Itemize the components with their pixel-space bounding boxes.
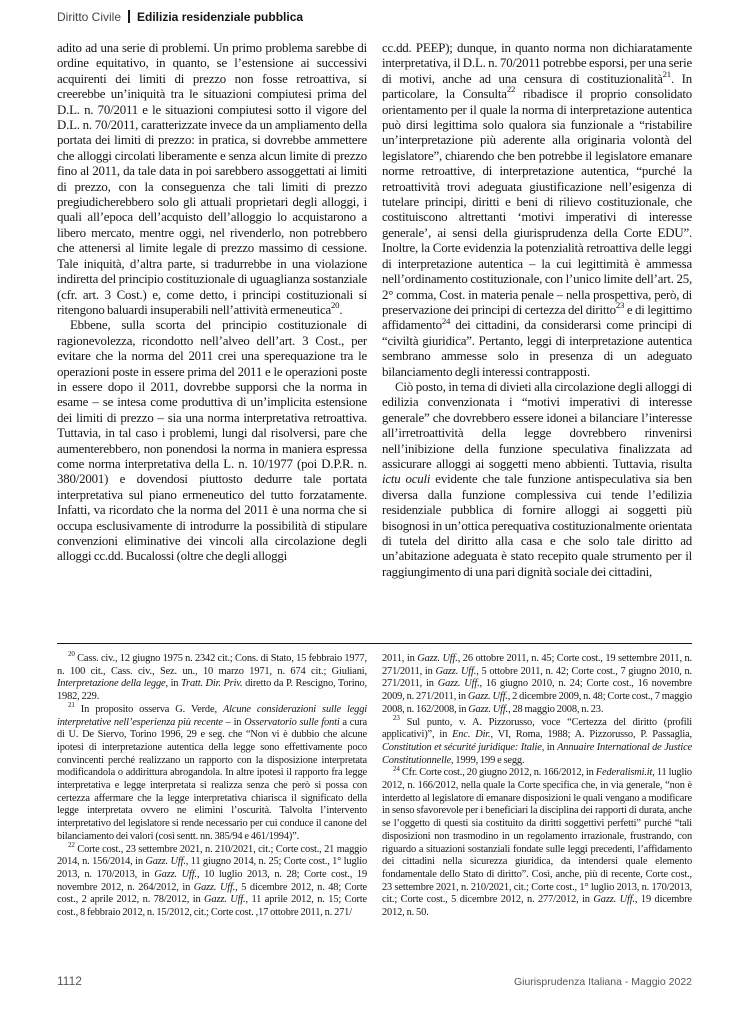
footnotes (57, 650, 692, 920)
header-section-label: Diritto Civile (57, 10, 122, 24)
text-run: Gazz. Uff. (417, 653, 458, 664)
body-paragraph (57, 41, 367, 318)
left-column (57, 41, 367, 640)
text-run: Corte cost., 23 settembre 2021, n. 210/2021, cit.; Corte cost., 21 maggio 2014, n. 156/2014, in (57, 843, 367, 868)
text-run: Gazz. Uff. (468, 703, 509, 715)
text-run: diretto da P. Rescigno, Torino, 1982, 229. (57, 678, 367, 703)
footnote-23 (382, 713, 692, 768)
footnote-reference: 21 (662, 69, 671, 80)
text-run: Sul punto, v. A. Pizzorusso, voce “Certezza del diritto (profili applicativi)”, in (382, 716, 692, 741)
text-run: , 5 dicembre 2012, n. 48; Corte cost., 2 aprile 2012, n. 78/2012, in (57, 881, 368, 906)
right-column (382, 41, 692, 640)
text-run: Gazz. Uff. (467, 691, 508, 703)
text-run: Federalismi.it (595, 767, 653, 779)
text-run: ribadisce il proprio consolidato orientamento per il quale la norma di interpretazione autentica può dirsi legittima solo qualora sia funzionale a “ristabilire un’interpretazione più aderente alla originaria volontà del legislatore”, chiarendo che ben potrebbe il legislatore emanare norme retroattive, di interpretazione autentica, “purché la retroattività trovi adeguata giustificazione nell’esigenza di tutelare principi, diritti e beni di rilievo costituzionale, che costituiscono altrettanti ‘motivi imperativi di interesse generale’, ai sensi della giurisprudenza della Corte EDU”. Inoltre, la Corte evidenzia la potenzialità retroattiva delle leggi di interpretazione autentica – la cui legittimità è ammessa nell’ordinamento costituzionale, con l’unico limite dell’art. 25, 2° comma, Cost. in materia penale – nella prospettiva, però, di preservazione dei principi di certezza del diritto (382, 87, 692, 317)
text-run: , 19 dicembre 2012, n. 50. (382, 894, 692, 919)
footnotes-right-column (382, 653, 692, 920)
page-number: 1112 (57, 974, 82, 988)
text-run: Enc. Dir. (452, 729, 491, 741)
footnote-separator (57, 643, 692, 644)
text-run: Constitution et sécurité juridique: Italie (382, 741, 542, 753)
text-run: , 2 dicembre 2009, n. 48; Corte cost., 7 maggio 2008, n. 162/2008, in (382, 691, 692, 715)
text-run: , 1999, 199 e segg. (451, 754, 525, 766)
footnote-reference: 22 (506, 84, 516, 95)
footnote-24 (382, 764, 692, 919)
text-run: . (339, 302, 343, 317)
text-run: Ciò posto, in tema di divieti alla circolazione degli alloggi di edilizia convenzionata i “motivi imperativi di interesse generale” che dovrebbero essere idonei a bilanciare l’interesse all’irretroattività della legge dovrebbero rinvenirsi nell’inibizione della funzione speculativa finalizzata ad assicurare alloggi ai soggetti meno abbienti. Tuttavia, risulta (382, 379, 692, 471)
header-topic-label: Edilizia residenziale pubblica (137, 10, 304, 24)
text-run: Ebbene, sulla scorta del principio costituzionale di ragionevolezza, ricondotto nell’alveo dell’art. 3 Cost., per evitare che la norma del 2011 crei una sperequazione tra le operazioni poste in essere prima del 2011 e le operazioni poste in essere dopo il 2011, dovrebbe supporsi che la norma in esame – se intesa come produttiva di un’implicita estensione dei limiti di prezzo – sia una norma interpretativa retroattiva. Tuttavia, in tal caso i problemi, lungi dal risolversi, pare che aumenterebbero, non ponendosi la norma in maniera espressa come norma interpretativa della L. n. 10/1977 (poi D.P.R. n. 380/2001) e dovendosi piuttosto dedurre tale portata interpretativa sul piano ermeneutico del tutto forzatamente. Infatti, va ricordato che la norma del 2011 è una norma che si occupa esclusivamente di introdurre la possibilità di stipulare convenzioni eliminative dei vincoli alla circolazione degli alloggi cc.dd. Bucalossi (oltre che degli alloggi (57, 318, 367, 564)
text-run: . In particolare, la Consulta (382, 71, 692, 102)
body-paragraph (382, 380, 692, 580)
text-run: Tratt. Dir. Priv. (181, 678, 243, 690)
text-run: Cfr. Corte cost., 20 giugno 2012, n. 166/2012, in (399, 767, 596, 779)
footnote-21 (57, 701, 368, 844)
text-run: , 28 maggio 2008, n. 23. (508, 703, 604, 715)
text-run: Cass. civ., 12 giugno 1975 n. 2342 cit.; Cons. di Stato, 15 febbraio 1977, n. 100 cit., Cass. civ., Sez. un., 10 marzo 1971, n. 674 cit.; Giuliani, (57, 653, 367, 677)
text-run: e di legittimo affidamento (382, 302, 693, 333)
text-run: Annuaire International de Justice Constitutionnelle (382, 741, 692, 766)
text-run: a cura di U. De Siervo, Torino 1996, 29 e seg. che “Non vi è dubbio che alcune ipotesi di interpretazione autentica della legge sono effettivamente poco convincenti perché realizzano un rapporto con la disposizione interpretata modificandola o addirittura abrogandola. In altre ipotesi il rapporto fra legge interpretativa e legge interpretata si realizza senza che però si possa con certezza affermare che la legge interpretativa chiarisca il significato della legge interpretata ovvero ne elimini l’oscurità. Talvolta l’intervento interpretativo del legislatore si rende necessario per cui conduce il canone del bilanciamento dei valori (così sentt. nn. 385/94 e 461/1994)”. (57, 716, 368, 842)
text-run: Osservatorio sulle fonti (244, 716, 340, 728)
footnote-reference: 24 (441, 315, 451, 326)
body-paragraph (57, 318, 367, 565)
text-run: , 11 giugno 2014, n. 25; Corte cost., 1° luglio 2013, n. 170/2013, in (57, 856, 368, 880)
footnote-reference: 24 (393, 764, 400, 773)
text-run: Gazz. Uff. (435, 665, 477, 677)
footnote-20 (57, 650, 367, 704)
footnote-reference: 21 (68, 701, 75, 709)
footnote-reference: 20 (68, 650, 75, 659)
text-run: evidente che tale funzione antispeculativa sia ben diversa dalla funzione complessiva cui tende l’edilizia residenziale pubblica di fornire alloggi ai soggetti più bisognosi in un’ottica perequativa costituzionalmente orientata di tutela del diritto alla casa e che solo tale diritto ad un’abitazione adeguata è stato recepito quale strumento per il raggiungimento di una pari dignità sociale dei cittadini, (382, 472, 692, 579)
footnotes-left-column (57, 650, 368, 920)
footnote-reference: 23 (393, 713, 400, 722)
header-divider (128, 10, 130, 23)
text-run: , in (165, 678, 181, 690)
text-run: ictu oculi (382, 472, 431, 487)
text-run: dei cittadini, da considerarsi come principi di “civiltà giuridica”. Pertanto, leggi di interpretazione autentica sembrano ammesse solo in presenza di un adeguato bilanciamento degli interessi contrapposti. (382, 318, 692, 379)
text-run: Gazz. Uff. (437, 678, 480, 690)
text-run: , 16 giugno 2010, n. 24; Corte cost., 16 novembre 2009, n. 271/2011, in (382, 678, 692, 703)
body-paragraph (382, 41, 692, 380)
footnote-22 (57, 840, 368, 920)
footnote-reference: 20 (331, 300, 340, 311)
text-run: Gazz. Uff. (154, 868, 197, 880)
text-run: Alcune considerazioni sulle leggi interpretative nell’esperienza più recente (57, 703, 367, 728)
running-header (57, 10, 692, 25)
text-run: , VI, Roma, 1988; A. Pizzorusso, P. Passaglia, (490, 729, 692, 741)
text-run: cc.dd. PEEP); dunque, in quanto norma non dichiaratamente interpretativa, il D.L. n. 70/2011 potrebbe esporsi, per una serie di motivi, anche ad una censura di costituzionalità (382, 41, 692, 86)
text-run: , 5 ottobre 2011, n. 42; Corte cost., 7 giugno 2010, n. 271/2011, in (382, 665, 692, 690)
footnote-22-continued (382, 653, 692, 717)
text-run: , in (541, 741, 558, 753)
text-run: , 11 aprile 2012, n. 15; Corte cost., 8 febbraio 2012, n. 15/2012, cit.; Corte cost. ,17 ottobre 2011, n. 271/ (57, 894, 368, 919)
journal-title: Giurisprudenza Italiana - Maggio 2022 (513, 976, 692, 988)
text-run: , 26 ottobre 2011, n. 45; Corte cost., 19 settembre 2011, n. 271/2011, in (382, 653, 692, 677)
text-run: In proposito osserva G. Verde, (74, 703, 223, 715)
text-run: Interpretazione della legge (57, 678, 166, 690)
text-run: Gazz. Uff. (593, 894, 635, 906)
text-run: adito ad una serie di problemi. Un primo problema sarebbe di ordine equitativo, in quanto, se l’estensione ai successivi acquirenti dei limiti di prezzo non fosse retroattiva, si creerebbe un’iniquità tra le situazioni compiutesi prima del D.L. n. 70/2011 e le situazioni compiutesi sotto il vigore del D.L. n. 70/2011, caratterizzate invece da un ampliamento della portata dei limiti di prezzo: in pratica, si dovrebbe ammettere che alloggi circolati liberamente e senza alcun limite di prezzo fino al 2011, da tale data in poi sarebbero assoggettati ai limiti di prezzo, con la conseguenza che tali limiti di prezzo pregiudicherebbero solo gli attuali proprietari degli alloggi, i quali all’epoca dell’acquisto dell’alloggio lo acquistarono a libero mercato, mentre oggi, nel rivenderlo, non potrebbero che attenersi al limite legale di prezzo massimo di cessione. Tale iniquità, d’altra parte, si tradurrebbe in una violazione indiretta del principio costituzionale di uguaglianza sostanziale (cfr. art. 3 Cost.) e, come detto, i principi costituzionali si ritengono baluardi insuperabili nell’attività ermeneutica (57, 41, 367, 317)
text-run: 2011, in (382, 653, 418, 664)
text-run: Gazz. Uff. (193, 881, 236, 893)
text-run: , 11 luglio 2012, n. 166/2012, nella quale la Corte specifica che, in via generale, “non è interdetto al legislatore di emanare disposizioni le quali vengano a modificare in senso sfavorevole per i beneficiari la disciplina dei rapporti di durata, anche se l’oggetto di questi sia costituito da diritti soggettivi perfetti” purché “tali disposizioni non trasmodino in un regolamento irrazionale, frustrando, con riguardo a situazioni sostanziali fondate sulle leggi precedenti, l’affidamento dei cittadini nella sicurezza giuridica, da intendersi quale elemento fondamentale dello Stato di diritto”. Così, anche, più di recente, Corte cost., 23 settembre 2021, n. 210/2021, cit.; Corte cost., 1° luglio 2013, n. 170/2013, cit.; Corte cost., 5 dicembre 2012, n. 277/2012, in (382, 767, 692, 906)
text-run: Gazz. Uff. (145, 856, 186, 868)
footnote-reference: 22 (68, 840, 75, 849)
text-run: – in (222, 716, 245, 728)
footnote-reference: 23 (615, 300, 625, 311)
article-body (57, 41, 692, 640)
text-run: , 10 luglio 2013, n. 28; Corte cost., 19 novembre 2012, n. 264/2012, in (57, 868, 368, 893)
text-run: Gazz. Uff. (204, 894, 246, 906)
page-footer (57, 974, 692, 988)
